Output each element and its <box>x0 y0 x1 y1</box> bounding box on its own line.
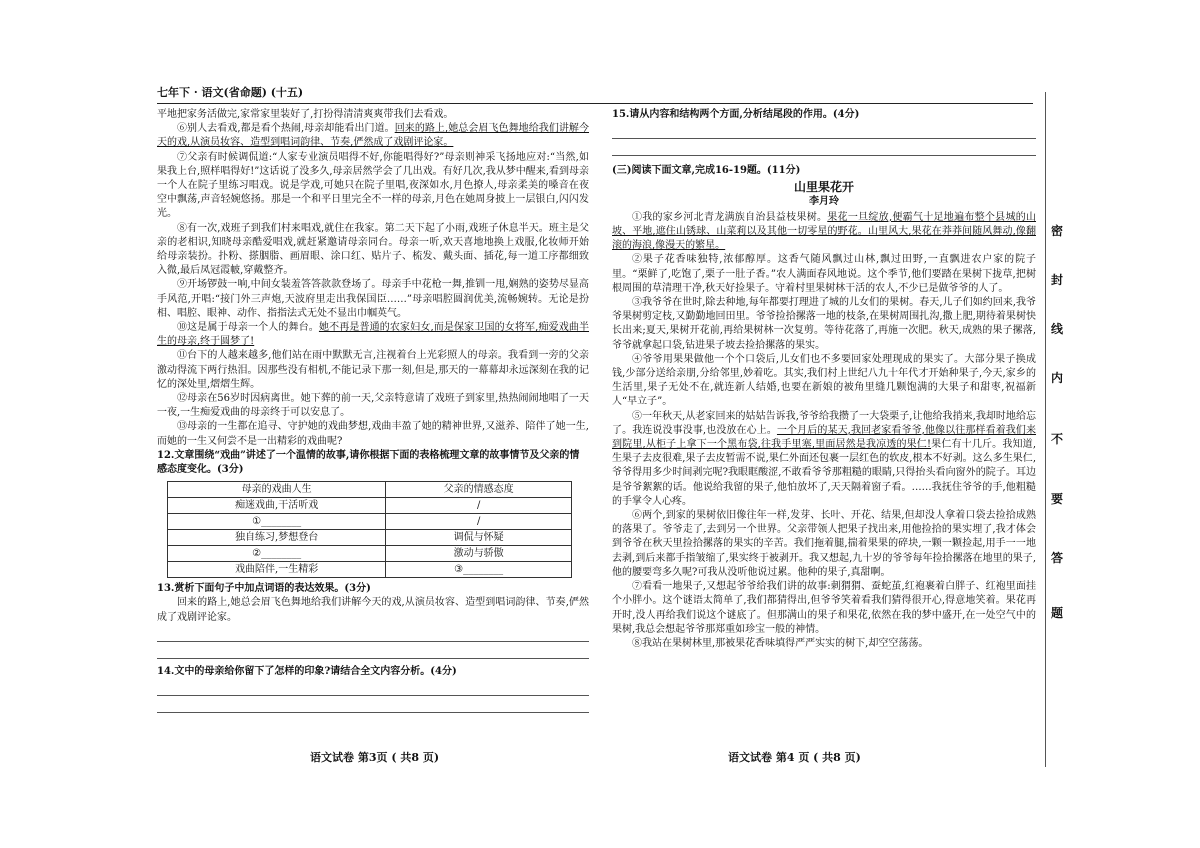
paragraph-7-right: ⑦看看一地果子,又想起爷爷给我们讲的故事:刺猬猬、蚕蛇茧,红袍裹着白胖子、红袍里面挂个小胖小。这个谜语太简单了,我们都猜得出,但爷爷笑着看我们猜得很开心,得意地笑着。果花再开时,没人再给我们说这个谜底了。但那满山的果子和果花,依然在我的梦中盛开,在一处空气中的果树,我总会想起爷爷那郑重如珍宝一般的神情。 <box>612 581 1036 635</box>
paragraph-6-right: ⑥两个,到家的果树依旧像往年一样,发芽、长叶、开花、结果,但却没人拿着口袋去捡拾成熟的落果了。爷爷走了,去到另一个世界。父亲带领人把果子找出来,用他捡拾的果实埋了,我才体会到爷爷在秋天里捡拾摞落的果实的辛苦。我们拖着腿,揣着果果的碎块,一颗一颗捡起,用手一一地去剥,到后来都手指皱缩了,果实终于被剥开。我又想起,九十岁的爷爷每年捡拾摞落在地里的果子,他的腰要弯多久呢?可我从没听他说过累。他种的果子,真甜啊。 <box>612 510 1036 578</box>
table-row <box>168 562 572 578</box>
answer-line[interactable] <box>612 122 1036 139</box>
table-cell: / <box>386 498 572 514</box>
paragraph-1-text: ①我的家乡河北青龙满族自治县益枝果树。 <box>632 211 828 223</box>
table-row <box>168 498 572 514</box>
paragraph-11: ⑪台下的人越来越多,他们站在雨中默默无言,注视着台上光彩照人的母亲。我看到一旁的父亲激动得流下两行热泪。因那些没有相机,不能记录下那一刻,但是,那天的一幕幕却永远深刻在我的记忆的深处里,熠熠生辉。 <box>157 350 589 390</box>
paragraph-6-underlined: 回来的路上,她总会眉飞色舞地给我们讲解今天的戏,从演员妆容、造型到唱词韵律、节奏,俨然成了戏剧评论家。 <box>157 123 589 149</box>
table-cell[interactable]: ③________ <box>386 562 572 578</box>
paragraph-9: ⑨开场锣鼓一响,中间女装羞答答款款登场了。母亲手中花枪一舞,推钏一甩,娴熟的姿势尽显高手风范,开唱:“接门外三声炮,天波府里走出我保国臣……”母亲唱腔圆润优美,流畅婉转。无论是扮相、唱腔、眼神、动作、指指法式无处不显出巾帼英气。 <box>157 279 589 319</box>
paragraph-8-right: ⑧我站在果树林里,那被果花香味填得严严实实的树下,却空空荡荡。 <box>632 637 929 649</box>
answer-line[interactable] <box>157 642 589 659</box>
paragraph-4: ④爷爷用果果做他一个个口袋后,儿女们也不多要回家处理现成的果实了。大部分果子换成钱,少部分送给亲朋,分给邻里,妙着吃。其实,我们村上世纪八九十年代才开始种果子,今天,家乡的生活里,果子无处不在,就连新人结婚,也要在新娘的被角里缝几颗饱满的大果子和甜枣,祝福新人“早立子”。 <box>612 353 1036 408</box>
seal-char: 密 <box>1050 224 1063 238</box>
paper-title: 七年下 · 语文(省命题) (十五) <box>157 86 304 99</box>
page-header <box>157 85 1033 104</box>
paragraph-6 <box>157 122 589 150</box>
question-14: 14.文中的母亲给你留下了怎样的印象?请结合全文内容分析。(4分) <box>157 665 457 677</box>
seal-char: 要 <box>1050 492 1063 506</box>
table-cell: 独自练习,梦想登台 <box>168 530 386 546</box>
paragraph-8: ⑧有一次,戏班子到我们村来唱戏,就住在我家。第二天下起了小雨,戏班子休息半天。班主是父亲的老相识,知晓母亲酷爱唱戏,就赶紧邀请母亲同台。母亲一听,欢天喜地地换上戏服,化妆师开始给母亲装扮。扑粉、搽胭脂、画眉眼、涂口红、贴片子、梳发、戴头面、插花,每一道工序都细致入微,最后凤冠霞帔,穿戴整齐。 <box>157 222 589 277</box>
question-13-quote: 回来的路上,她总会眉飞色舞地给我们讲解今天的戏,从演员妆容、造型到唱词韵律、节奏,俨然成了戏剧评论家。 <box>157 597 589 623</box>
paragraph-5-underlined: 一个月后的某天,我回老家看爷爷,他像以往那样看着我们来到院里,从柜子上拿下一个黑布袋,往我手里塞,里面居然是我凉透的果仁! <box>612 424 1037 451</box>
paragraph-13: ⑬母亲的一生都在追寻、守护她的戏曲梦想,戏曲丰盈了她的精神世界,又滋养、陪伴了她一生,而她的一生又何尝不是一出精彩的戏曲呢? <box>157 421 589 447</box>
article-title: 山里果花开 <box>793 180 854 195</box>
paragraph-5-rest: 果仁有十几斤。我知道,生果子去皮很难,果子去皮暂需不说,果仁外面还包裹一层红色的软皮,根本不好剥。这么多生果仁,爷爷得用多少时间剥完呢?我眼眶酸涩,不敢看爷爷那粗糙的眼睛,只得抬头看向窗外的院子。耳边是爷爷絮絮的话。他说给我留的果子,他怕放坏了,天天隔着窗子看。……我抚住爷爷的手,他粗糙的手掌令人心疼。 <box>612 439 1036 507</box>
question-15: 15.请从内容和结构两个方面,分析结尾段的作用。(4分) <box>612 109 860 120</box>
article-author: 李月玲 <box>809 195 839 207</box>
paragraph-10-underlined: 她不再是普通的农家妇女,而是保家卫国的女将军,痴爱戏曲半生的母亲,终于圆梦了! <box>157 322 590 348</box>
paragraph-10 <box>157 321 589 349</box>
table-cell: / <box>386 514 572 530</box>
question-13: 13.赏析下面句子中加点词语的表达效果。(3分) <box>157 583 371 595</box>
seal-char: 题 <box>1050 606 1063 620</box>
answer-line[interactable] <box>157 625 589 642</box>
paragraph-1 <box>612 211 1036 254</box>
paragraph-7: ⑦父亲有时候调侃道:“人家专业演员唱得不好,你能唱得好?”母亲则神采飞扬地应对:“当然,如果我上台,照样唱得好!”这话说了没多久,母亲居然学会了几出戏。有好几次,我从梦中醒来,看到母亲一个人在院子里练习唱戏。说是学戏,可她只在院子里唱,夜深如水,月色撩人,母亲柔美的嗓音在夜空中飘荡,声音轻婉悠扬。那是一个和平日里完全不一样的母亲,月色在她周身披上一层银白,闪闪发光。 <box>157 151 589 220</box>
answer-line[interactable] <box>612 139 1036 156</box>
answer-line[interactable] <box>157 696 589 713</box>
table-cell: 激动与骄傲 <box>386 546 572 562</box>
table-header-row <box>168 482 572 498</box>
paragraph-3: ③我爷爷在世时,除去种地,每年都要打理进了城的儿女们的果树。春天,儿子们如约回来,我爷爷果树剪定枝,又勤勤地回田里。爷爷捡拾摞落一地的枝条,在果树周围扎沟,撒上肥,期待着果树快长出来;夏天,果树开花前,再给果树林一次复剪。等待花落了,再施一次肥。秋天,成熟的果子摞落,爷爷就拿起口袋,钻进果子坡去捡拾摞落的果实。 <box>612 297 1036 351</box>
seal-char: 不 <box>1050 432 1063 446</box>
paragraph-1-underlined: 果花一旦绽放,便霸气十足地遍布整个县城的山坡、平地,遮住山锈球、山菜莉以及其他一切零星的野花。山里风大,果花在莽莽间随风舞动,像翻滚的海浪,像漫天的繁星。 <box>612 211 1037 252</box>
seal-char: 封 <box>1050 273 1063 287</box>
page-footer-right: 语文试卷 第4 页 ( 共8 页) <box>728 751 861 764</box>
table-cell: 戏曲陪伴,一生精彩 <box>168 562 386 578</box>
right-column <box>612 108 1036 651</box>
paragraph-5-cont: 平地把家务活做完,家常家里装好了,打扮得清清爽爽带我们去看戏。 <box>157 109 454 120</box>
table-cell[interactable]: ②________ <box>168 546 386 562</box>
paragraph-6-text: ⑥别人去看戏,都是看个热闹,母亲却能看出门道。 <box>177 123 395 135</box>
paragraph-10-text: ⑩这是属于母亲一个人的舞台。 <box>177 322 319 334</box>
table-row <box>168 546 572 562</box>
paragraph-5 <box>612 410 1036 509</box>
paragraph-2: ②果子花香味独特,浓郁醇厚。这香气随风飘过山林,飘过田野,一直飘进农户家的院子里。“栗鲜了,吃饱了,栗子一肚子香。”农人满面春风地说。这个季节,他们要踏在果树下拢草,把树根周围的草清理干净,秋天好捡果子。守着村里果树林干活的农人,不少已是做爷爷的人了。 <box>612 254 1036 294</box>
page-footer-left: 语文试卷 第3页 ( 共8 页) <box>310 751 440 764</box>
table-row <box>168 530 572 546</box>
answer-line[interactable] <box>157 679 589 696</box>
table-cell: 痴迷戏曲,干活听戏 <box>168 498 386 514</box>
table-header: 父亲的情感态度 <box>386 482 572 498</box>
seal-char: 线 <box>1050 322 1063 336</box>
left-column <box>157 108 589 713</box>
plot-table <box>167 481 572 578</box>
seal-line <box>1045 92 1046 767</box>
paragraph-5-text: ⑤一年秋天,从老家回来的姑姑告诉我,爷爷给我攒了一大袋栗子,让他给我捎来,我却时地给忘了。我连说没事没事,也没放在心上。 <box>612 410 1036 436</box>
seal-char: 答 <box>1050 551 1063 565</box>
question-12: 12.文章围绕“戏曲”讲述了一个温情的故事,请你根据下面的表格梳理文章的故事情节及父亲的情感态度变化。(3分) <box>157 449 580 476</box>
table-header: 母亲的戏曲人生 <box>168 482 386 498</box>
paragraph-12: ⑫母亲在56岁时因病离世。她下葬的前一天,父亲特意请了戏班子到家里,热热闹闹地唱了一天一夜,一生痴爱戏曲的母亲终于可以安息了。 <box>157 393 589 419</box>
section-heading: (三)阅读下面文章,完成16-19题。(11分) <box>612 165 801 177</box>
seal-char: 内 <box>1050 371 1063 385</box>
table-cell[interactable]: ①________ <box>168 514 386 530</box>
table-cell: 调侃与怀疑 <box>386 530 572 546</box>
table-row <box>168 514 572 530</box>
